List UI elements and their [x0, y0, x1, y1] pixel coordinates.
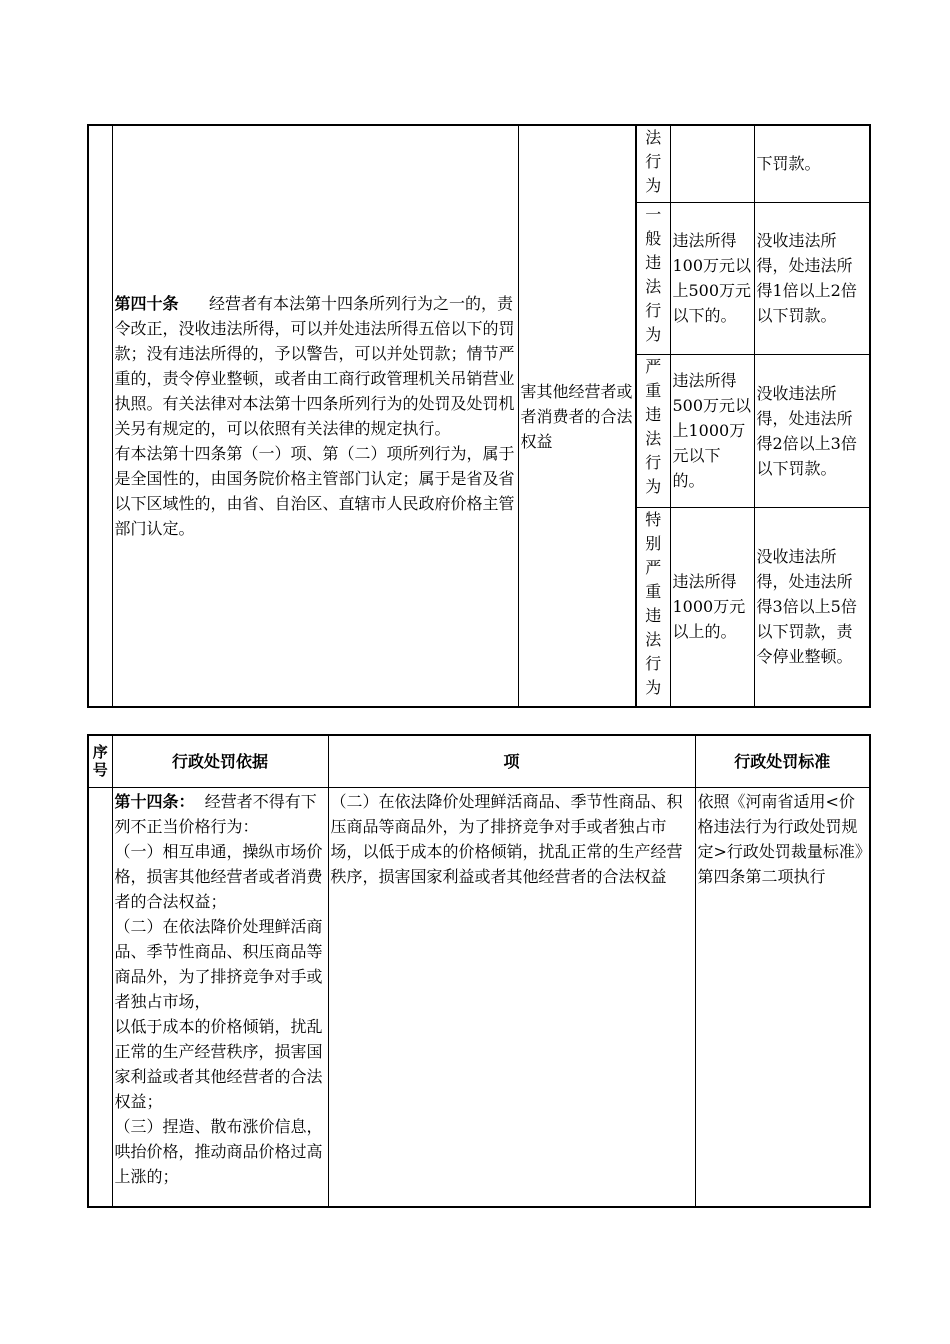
level-penalty: 没收违法所得，处违法所得1倍以上2倍以下罚款。	[754, 202, 870, 354]
level-name: 法 行 为	[636, 125, 670, 202]
level-name: 一 般 违 法 行 为	[636, 202, 670, 354]
level-penalty: 下罚款。	[754, 125, 870, 202]
article-40-para2: 有本法第十四条第（一）项、第（二）项所列行为，属于是全国性的，由国务院价格主管部门认定；属于是省及省以下区域性的，由省、自治区、直辖市人民政府价格主管部门认定。	[114, 444, 515, 538]
basis-cell	[112, 787, 328, 1207]
level-penalty: 没收违法所得，处违法所得2倍以上3倍以下罚款。	[754, 354, 870, 507]
level-name: 严 重 违 法 行 为	[636, 354, 670, 507]
seq-cell	[88, 125, 112, 707]
header-seq: 序 号	[88, 735, 112, 787]
level-condition: 违法所得1000万元以上的。	[670, 507, 754, 707]
level-condition	[670, 125, 754, 202]
level-penalty: 没收违法所得，处违法所得3倍以上5倍以下罚款，责令停业整顿。	[754, 507, 870, 707]
penalty-standard-table	[87, 734, 871, 1208]
level-condition: 违法所得100万元以上500万元以下的。	[670, 202, 754, 354]
header-standard: 行政处罚标准	[695, 735, 870, 787]
level-name: 特 别 严 重 违 法 行 为	[636, 507, 670, 707]
level-condition: 违法所得500万元以上1000万元以下的。	[670, 354, 754, 507]
article-40-cell	[112, 125, 518, 707]
row-seq	[88, 787, 112, 1207]
article-40-body: 经营者有本法第十四条所列行为之一的，责令改正，没收违法所得，可以并处违法所得五倍以下的罚款；没有违法所得的，予以警告，可以并处罚款；情节严重的，责令停业整顿，或者由工商行政管理机关吊销营业执照。有关法律对本法第十四条所列行为的处罚及处罚机关另有规定的，可以依照有关法律的规定执行。	[114, 294, 515, 438]
item-cell: 害其他经营者或者消费者的合法权益	[518, 125, 636, 707]
article-40-title: 第四十条	[114, 294, 179, 313]
standard-cell: 依照《河南省适用<价格违法行为行政处罚规定>行政处罚裁量标准》第四条第二项执行	[695, 787, 870, 1207]
item-cell: （二）在依法降价处理鲜活商品、季节性商品、积压商品等商品外，为了排挤竞争对手或者独占市场，以低于成本的价格倾销，扰乱正常的生产经营秩序，损害国家利益或者其他经营者的合法权益	[328, 787, 695, 1207]
penalty-table-continued	[87, 124, 871, 708]
header-basis: 行政处罚依据	[112, 735, 328, 787]
basis-title: 第十四条：	[114, 791, 195, 811]
basis-body: 经营者不得有下列不正当价格行为： （一）相互串通，操纵市场价格，损害其他经营者或者消费者的合法权益； （二）在依法降价处理鲜活商品、季节性商品、积压商品等商品外，为了排挤竞争对手或者独占市场， 以低于成本的价格倾销，扰乱正常的生产经营秩序，损害国家利益或者其他经营者的合法权益； （三）捏造、散布涨价信息，哄抬价格，推动商品价格过高上涨的；	[114, 791, 323, 1186]
header-item: 项	[328, 735, 695, 787]
